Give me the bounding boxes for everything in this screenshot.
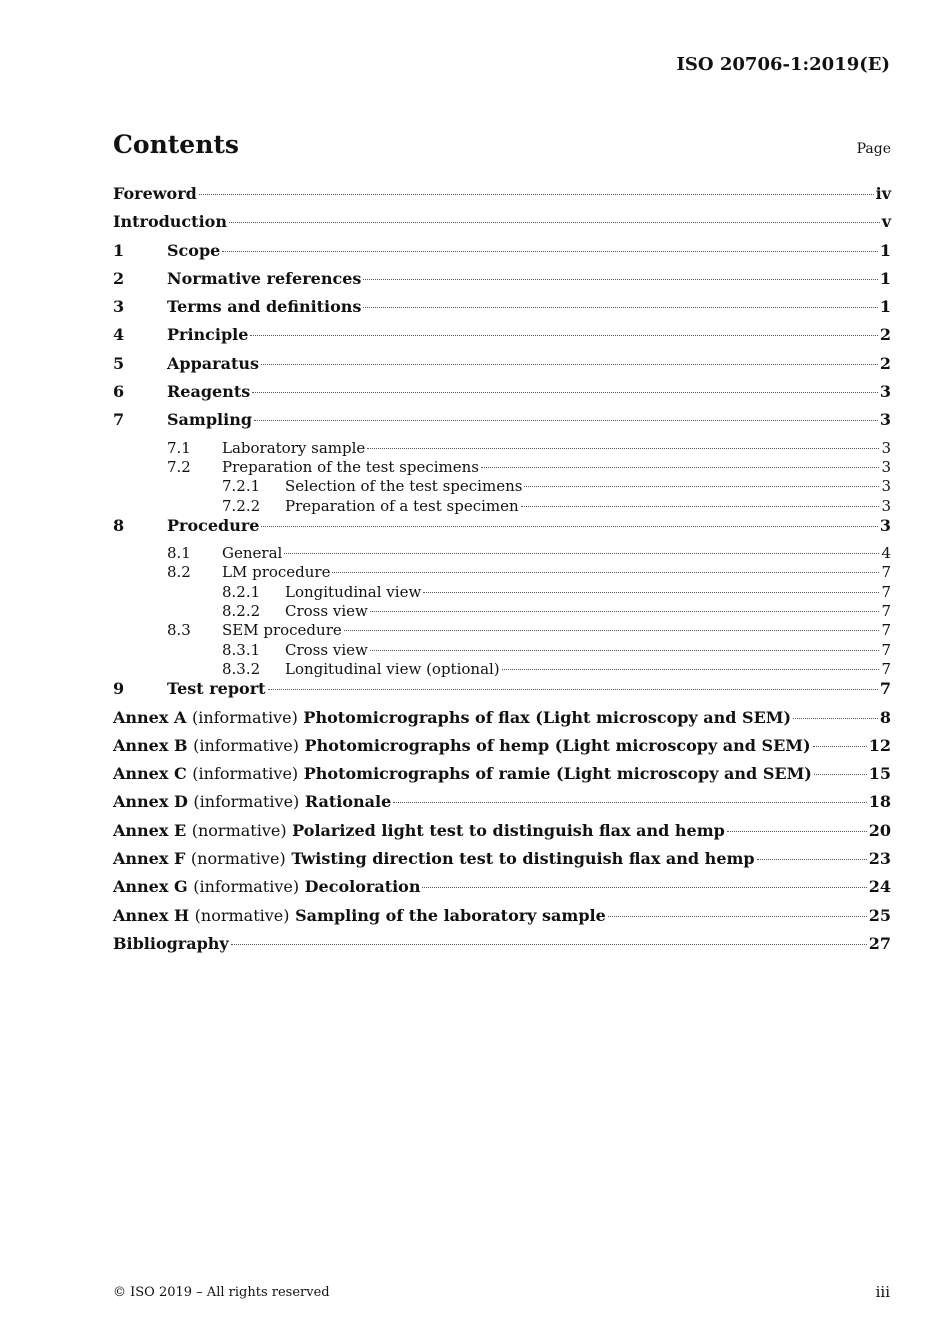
- toc-entry-page: 18: [868, 792, 891, 812]
- toc-entry-label: [113, 877, 420, 896]
- annex-id: Annex B: [113, 735, 188, 755]
- annex-title: Photomicrographs of hemp (Light microscopy and SEM): [304, 735, 811, 755]
- toc-entry[interactable]: [113, 563, 891, 582]
- toc-entry-page: 8: [879, 707, 891, 727]
- toc-entry-page: 7: [881, 582, 891, 601]
- annex-title: Photomicrographs of ramie (Light microscopy and SEM): [303, 764, 812, 784]
- dot-leader: [502, 669, 880, 670]
- toc-entry-number: 7.1: [167, 438, 191, 457]
- toc-entry-page: 2: [879, 353, 891, 373]
- toc-entry[interactable]: [113, 458, 891, 477]
- annex-type: (normative): [194, 905, 290, 925]
- dot-leader: [367, 448, 879, 449]
- annex-type: (informative): [193, 792, 300, 812]
- toc-entry[interactable]: [113, 708, 891, 736]
- dot-leader: [284, 553, 879, 554]
- toc-entry[interactable]: [113, 184, 891, 212]
- toc-entry[interactable]: [113, 212, 891, 240]
- toc-entry-label: Longitudinal view: [285, 582, 422, 601]
- dot-leader: [793, 718, 878, 719]
- dot-leader: [608, 916, 867, 917]
- annex-title: Rationale: [304, 792, 392, 812]
- toc-entry-number: 7.2.1: [222, 477, 261, 496]
- dot-leader: [521, 506, 880, 507]
- dot-leader: [332, 572, 879, 573]
- toc-entry-page: 1: [879, 297, 891, 317]
- toc-entry[interactable]: [113, 410, 891, 438]
- toc-entry[interactable]: [113, 849, 891, 877]
- toc-entry-label: LM procedure: [222, 563, 331, 582]
- dot-leader: [423, 592, 879, 593]
- dot-leader: [261, 526, 877, 527]
- toc-entry-label: Procedure: [167, 515, 260, 535]
- toc-entry-label: [113, 849, 755, 868]
- toc-entry-page: v: [881, 212, 891, 232]
- toc-entry-label: Normative references: [167, 268, 362, 288]
- toc-entry[interactable]: [113, 660, 891, 679]
- toc-entry-label: Foreword: [113, 184, 197, 203]
- toc-entry-number: 7.2: [167, 457, 191, 476]
- toc-entry-label: Cross view: [285, 602, 368, 621]
- annex-id: Annex G: [113, 877, 188, 897]
- toc-entry-page: 7: [879, 679, 891, 699]
- table-of-contents: [113, 184, 891, 962]
- toc-entry-label: Cross view: [285, 640, 368, 659]
- toc-entry-number: 6: [113, 382, 125, 402]
- dot-leader: [344, 630, 880, 631]
- toc-entry[interactable]: [113, 679, 891, 707]
- dot-leader: [268, 689, 878, 690]
- dot-leader: [231, 944, 867, 945]
- dot-leader: [727, 831, 867, 832]
- toc-entry[interactable]: [113, 641, 891, 660]
- toc-entry-page: 1: [879, 240, 891, 260]
- toc-entry[interactable]: [113, 621, 891, 640]
- dot-leader: [254, 420, 878, 421]
- toc-entry-label: [113, 736, 811, 755]
- annex-type: (informative): [192, 764, 299, 784]
- toc-entry[interactable]: [113, 497, 891, 516]
- dot-leader: [757, 859, 867, 860]
- toc-entry[interactable]: [113, 439, 891, 458]
- toc-entry[interactable]: [113, 544, 891, 563]
- toc-entry-page: 3: [881, 457, 891, 476]
- dot-leader: [813, 746, 867, 747]
- toc-entry[interactable]: [113, 516, 891, 544]
- toc-entry-page: 3: [881, 438, 891, 457]
- toc-entry-page: 7: [881, 659, 891, 678]
- copyright-notice: © ISO 2019 – All rights reserved: [113, 1285, 330, 1300]
- toc-entry-page: 15: [868, 764, 891, 784]
- toc-entry-page: 20: [868, 820, 891, 840]
- dot-leader: [222, 251, 878, 252]
- annex-type: (informative): [193, 877, 300, 897]
- toc-entry-page: 7: [881, 602, 891, 621]
- toc-entry[interactable]: [113, 325, 891, 353]
- toc-entry-label: [113, 792, 391, 811]
- toc-entry-number: 7: [113, 410, 125, 430]
- toc-entry-number: 8.3.1: [222, 640, 261, 659]
- annex-title: Twisting direction test to distinguish flax and hemp: [291, 849, 755, 869]
- toc-entry[interactable]: [113, 477, 891, 496]
- toc-entry[interactable]: [113, 269, 891, 297]
- toc-entry[interactable]: [113, 297, 891, 325]
- toc-entry[interactable]: [113, 354, 891, 382]
- annex-id: Annex C: [113, 764, 187, 784]
- toc-entry-number: 5: [113, 353, 125, 373]
- toc-entry-label: [113, 764, 812, 783]
- toc-entry-number: 8: [113, 515, 125, 535]
- toc-entry[interactable]: [113, 934, 891, 962]
- dot-leader: [199, 194, 874, 195]
- toc-entry-number: 8.2.2: [222, 602, 261, 621]
- annex-type: (informative): [191, 707, 298, 727]
- dot-leader: [814, 774, 867, 775]
- toc-entry-page: 3: [879, 410, 891, 430]
- toc-entry[interactable]: [113, 764, 891, 792]
- annex-type: (normative): [191, 820, 287, 840]
- dot-leader: [363, 307, 877, 308]
- toc-entry-label: Apparatus: [167, 353, 259, 373]
- toc-entry-label: Introduction: [113, 212, 227, 232]
- toc-entry-page: 2: [879, 325, 891, 345]
- toc-entry[interactable]: [113, 792, 891, 820]
- toc-entry-label: Reagents: [167, 382, 251, 402]
- toc-entry-label: Preparation of a test specimen: [285, 496, 519, 515]
- toc-entry-number: 3: [113, 297, 125, 317]
- toc-entry-page: 24: [868, 877, 891, 897]
- toc-entry-page: 25: [868, 905, 891, 925]
- toc-entry-label: Preparation of the test specimens: [222, 457, 479, 476]
- annex-title: Sampling of the laboratory sample: [295, 905, 606, 925]
- toc-entry-label: Selection of the test specimens: [285, 477, 523, 496]
- annex-type: (informative): [193, 735, 299, 755]
- dot-leader: [261, 364, 878, 365]
- toc-entry-page: 7: [881, 563, 891, 582]
- toc-entry-label: General: [222, 544, 283, 563]
- dot-leader: [250, 335, 877, 336]
- toc-entry-label: SEM procedure: [222, 621, 342, 640]
- toc-entry-page: 23: [868, 849, 891, 869]
- toc-entry[interactable]: [113, 382, 891, 410]
- toc-entry[interactable]: [113, 602, 891, 621]
- dot-leader: [524, 486, 879, 487]
- toc-entry-number: 7.2.2: [222, 496, 261, 515]
- document-id: ISO 20706-1:2019(E): [676, 54, 890, 75]
- toc-entry-label: Principle: [167, 325, 249, 345]
- contents-heading-row: [113, 130, 891, 166]
- annex-id: Annex F: [113, 849, 186, 869]
- toc-entry[interactable]: [113, 736, 891, 764]
- toc-entry-label: [113, 708, 791, 727]
- toc-entry-label: Sampling: [167, 410, 253, 430]
- toc-entry-page: 7: [881, 621, 891, 640]
- toc-entry-number: 8.3: [167, 621, 191, 640]
- annex-id: Annex E: [113, 820, 187, 840]
- toc-entry-page: 27: [868, 933, 891, 953]
- annex-title: Polarized light test to distinguish flax and hemp: [292, 820, 725, 840]
- toc-entry-label: [113, 906, 606, 925]
- page-number: iii: [875, 1283, 890, 1301]
- toc-entry-page: iv: [875, 184, 891, 203]
- dot-leader: [481, 467, 879, 468]
- annex-id: Annex D: [113, 792, 188, 812]
- toc-entry-number: 8.1: [167, 544, 191, 563]
- toc-entry-page: 12: [868, 735, 891, 755]
- toc-entry[interactable]: [113, 877, 891, 905]
- toc-entry-page: 7: [881, 640, 891, 659]
- dot-leader: [370, 650, 880, 651]
- toc-entry[interactable]: [113, 821, 891, 849]
- annex-id: Annex A: [113, 707, 187, 727]
- toc-entry-number: 2: [113, 268, 125, 288]
- dot-leader: [393, 802, 866, 803]
- toc-entry-label: [113, 821, 725, 840]
- toc-entry-number: 8.2.1: [222, 582, 261, 601]
- toc-entry-number: 1: [113, 240, 125, 260]
- page-column-label: Page: [856, 141, 891, 157]
- toc-entry[interactable]: [113, 241, 891, 269]
- toc-entry-page: 3: [879, 382, 891, 402]
- toc-entry-label: Terms and definitions: [167, 297, 362, 317]
- toc-entry-label: Scope: [167, 240, 221, 260]
- toc-entry-number: 8.2: [167, 563, 191, 582]
- annex-type: (normative): [190, 849, 286, 869]
- contents-title: Contents: [113, 130, 240, 159]
- toc-entry-number: 9: [113, 679, 125, 699]
- toc-entry[interactable]: [113, 906, 891, 934]
- toc-entry-page: 3: [879, 515, 891, 535]
- toc-entry-label: Laboratory sample: [222, 438, 366, 457]
- toc-entry-number: 8.3.2: [222, 659, 261, 678]
- toc-entry-page: 1: [879, 268, 891, 288]
- dot-leader: [229, 222, 880, 223]
- dot-leader: [370, 611, 880, 612]
- toc-entry-page: 3: [881, 496, 891, 515]
- dot-leader: [252, 392, 878, 393]
- toc-entry-label: Test report: [167, 679, 266, 699]
- annex-title: Photomicrographs of flax (Light microscopy and SEM): [303, 707, 792, 727]
- toc-entry-label: Bibliography: [113, 933, 229, 953]
- dot-leader: [363, 279, 877, 280]
- toc-entry[interactable]: [113, 583, 891, 602]
- toc-entry-page: 3: [881, 477, 891, 496]
- annex-id: Annex H: [113, 905, 190, 925]
- toc-entry-number: 4: [113, 325, 125, 345]
- toc-entry-page: 4: [881, 544, 891, 563]
- toc-entry-label: Longitudinal view (optional): [285, 659, 500, 678]
- annex-title: Decoloration: [304, 877, 421, 897]
- dot-leader: [422, 887, 866, 888]
